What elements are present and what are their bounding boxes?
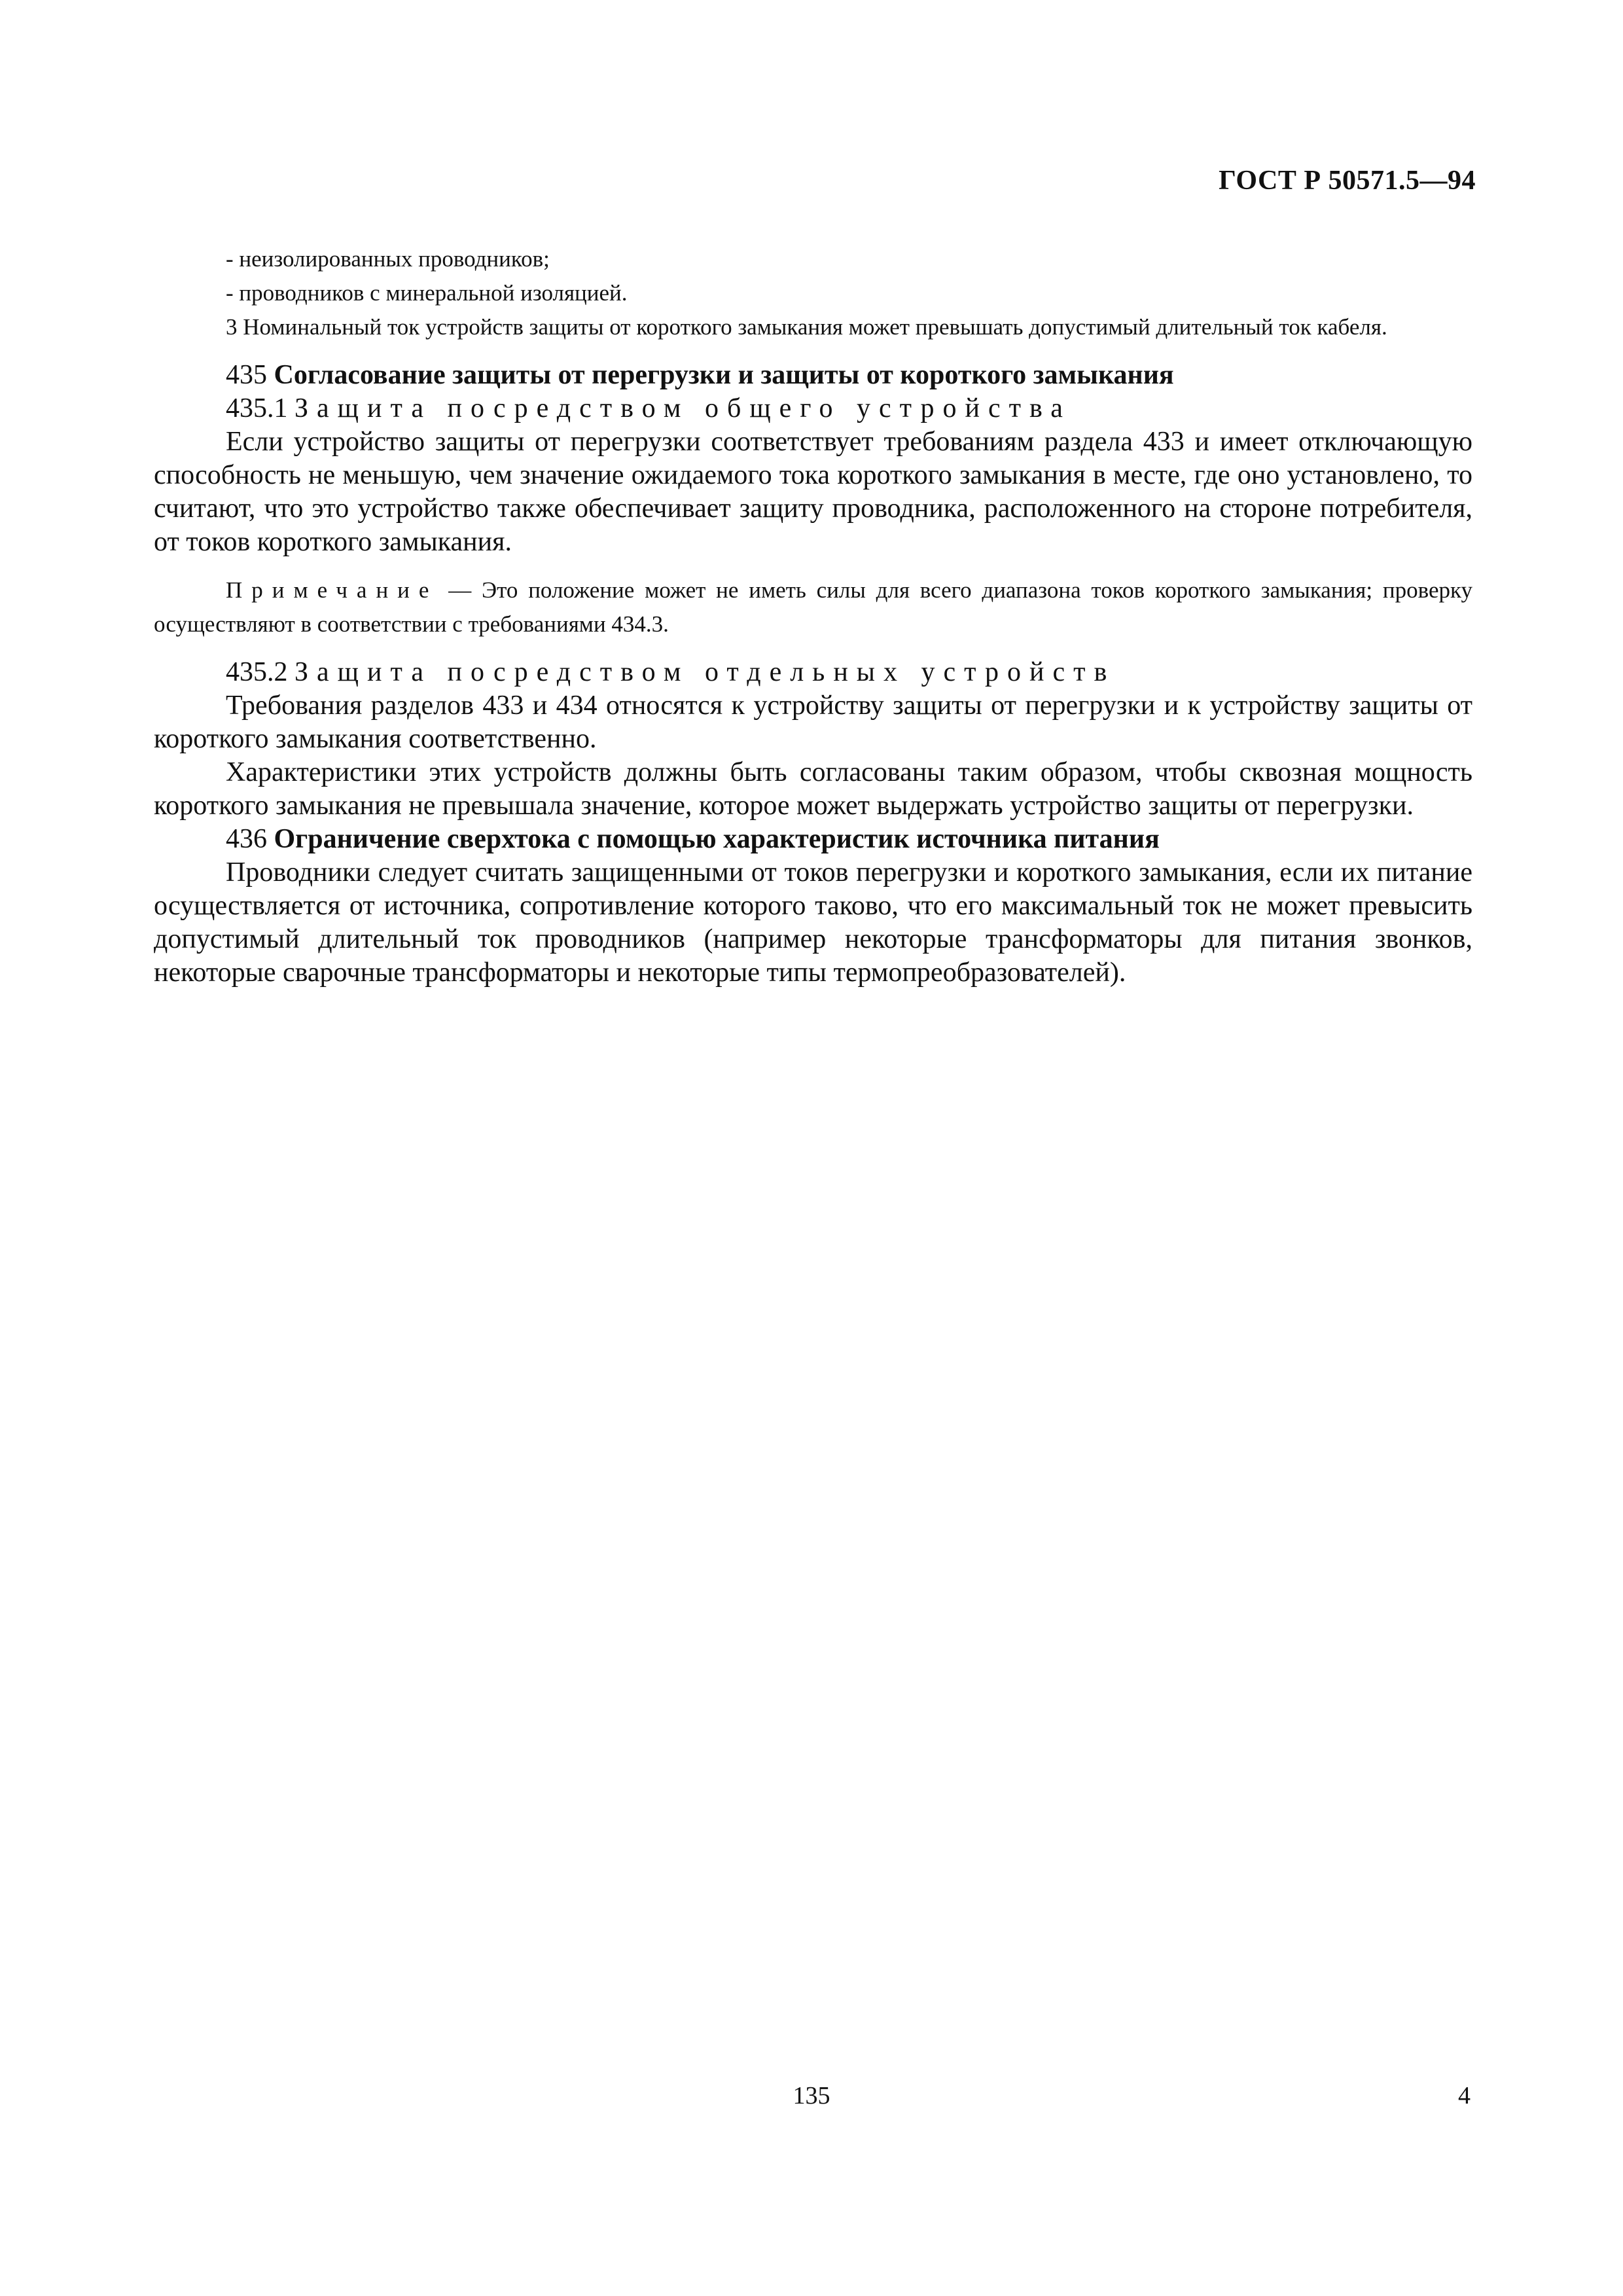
subsection-heading-435-2 [154,656,1472,689]
document-body [154,242,1472,990]
paragraph: Характеристики этих устройств должны быть согласованы таким образом, чтобы сквозная мощность короткого замыкания не превышала значение, которое может выдержать устройство защиты от перегрузки. [154,757,1472,821]
list-item: - неизолированных проводников; [226,246,550,272]
paragraph: Проводники следует считать защищенными от токов перегрузки и короткого замыкания, если их питание осуществляется от источника, сопротивление которого таково, что его максимальный ток не может превысить допустимый длительный ток проводников (например некоторые трансформаторы для питания звонков, некоторые сварочные трансформаторы и некоторые типы термопреобразователей). [154,857,1472,988]
subsection-number: 435.2 [226,657,288,687]
paragraph: Требования разделов 433 и 434 относятся к устройству защиты от перегрузки и к устройству защиты от короткого замыкания соответственно. [154,691,1472,754]
list-item: - проводников с минеральной изоляцией. [226,280,628,306]
section-heading-436 [154,823,1472,856]
section-title: Ограничение сверхтока с помощью характеристик источника питания [274,824,1160,854]
document-header: ГОСТ Р 50571.5—94 [1219,166,1476,196]
subsection-heading-435-1 [154,392,1472,425]
paragraph: Если устройство защиты от перегрузки соответствует требованиям раздела 433 и имеет отключающую способность не меньшую, чем значение ожидаемого тока короткого замыкания в месте, где оно установлено, то считают, что это устройство также обеспечивает защиту проводника, расположенного на стороне потребителя, от токов короткого замыкания. [154,427,1472,557]
subsection-title: Защита посредством общего устройства [294,393,1071,423]
section-number: 435 [226,360,267,390]
sheet-number: 4 [1458,2082,1471,2109]
section-number: 436 [226,824,267,854]
section-heading-435 [154,359,1472,392]
note-label: Примечание [226,577,438,603]
note-paragraph [154,573,1472,641]
section-title: Согласование защиты от перегрузки и защиты от короткого замыкания [274,360,1174,390]
note-text: — Это положение может не иметь силы для всего диапазона токов короткого замыкания; проверку осуществляют в соответствии с требованиями 434.3. [154,577,1472,637]
note-paragraph: 3 Номинальный ток устройств защиты от короткого замыкания может превышать допустимый длительный ток кабеля. [226,314,1387,340]
subsection-title: Защита посредством отдельных устройств [294,657,1116,687]
subsection-number: 435.1 [226,393,288,423]
page-number: 135 [793,2082,830,2109]
